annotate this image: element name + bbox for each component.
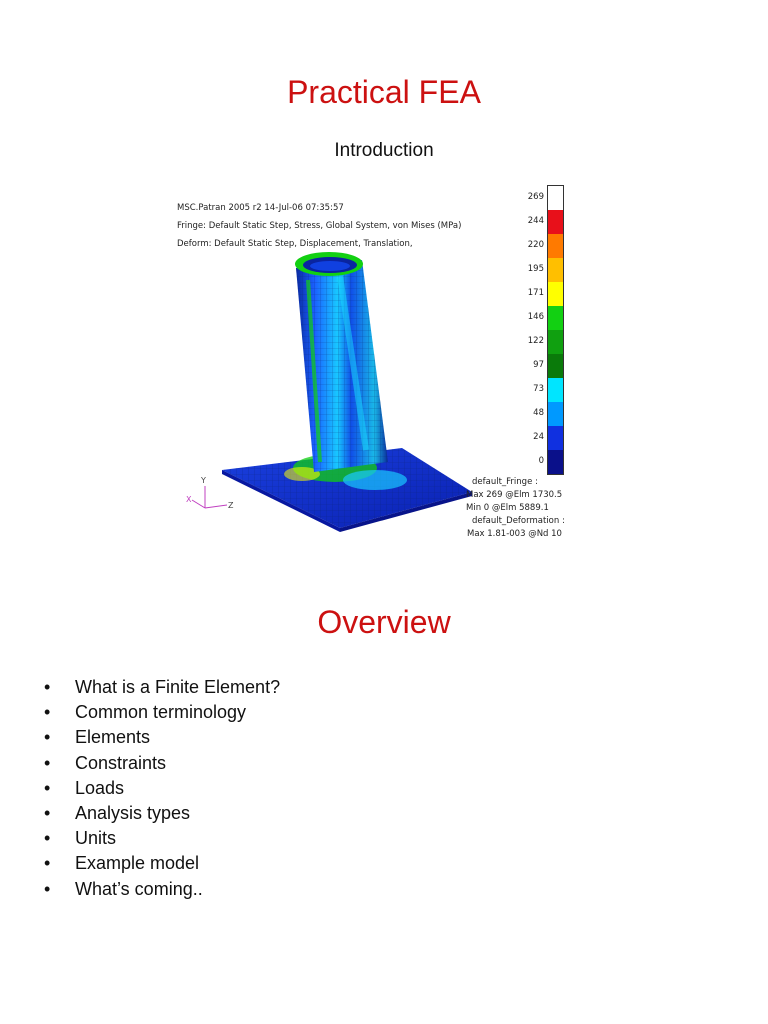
legend-color-cell — [548, 354, 563, 378]
section-heading: Overview — [317, 604, 451, 640]
fringe-legend — [547, 185, 564, 475]
legend-value-label: 73 — [533, 384, 544, 394]
legend-color-cell — [548, 450, 563, 474]
list-item: • Loads — [44, 776, 280, 801]
list-item: • What’s coming.. — [44, 877, 280, 902]
axis-triad-icon — [192, 486, 227, 508]
legend-value-label: 195 — [527, 264, 544, 274]
legend-value-label: 24 — [533, 432, 544, 442]
plot-header-line: Deform: Default Static Step, Displacement, Translation, — [177, 239, 413, 249]
legend-value-label: 244 — [527, 216, 544, 226]
axis-label-x: X — [186, 495, 192, 504]
legend-value-label: 0 — [538, 456, 544, 466]
plot-footer-line: Max 269 @Elm 1730.5 — [466, 490, 563, 500]
legend-color-cell — [548, 234, 563, 258]
legend-color-cell — [548, 282, 563, 306]
list-item: • What is a Finite Element? — [44, 675, 280, 700]
legend-value-label: 269 — [527, 192, 544, 202]
page-subtitle: Introduction — [334, 140, 434, 161]
axis-label-z: Z — [228, 501, 234, 510]
plot-header-line: MSC.Patran 2005 r2 14-Jul-06 07:35:57 — [177, 203, 344, 213]
legend-value-label: 122 — [527, 336, 544, 346]
legend-value-label: 97 — [533, 360, 544, 370]
fea-stress-plot — [170, 180, 570, 545]
axis-label-y: Y — [201, 476, 206, 485]
legend-color-cell — [548, 210, 563, 234]
legend-color-cell — [548, 426, 563, 450]
list-item: • Units — [44, 826, 280, 851]
overview-bullet-list — [44, 675, 280, 902]
list-item: • Constraints — [44, 751, 280, 776]
legend-color-cell — [548, 306, 563, 330]
plot-footer-line: default_Deformation : — [472, 516, 565, 526]
plot-footer-line: Max 1.81-003 @Nd 10 — [467, 529, 562, 539]
legend-color-bar — [548, 186, 563, 474]
list-item: • Example model — [44, 851, 280, 876]
legend-value-label: 220 — [527, 240, 544, 250]
legend-color-cell — [548, 258, 563, 282]
plot-footer-line: default_Fringe : — [472, 477, 538, 487]
plot-header-line: Fringe: Default Static Step, Stress, Global System, von Mises (MPa) — [177, 221, 462, 231]
legend-color-cell — [548, 330, 563, 354]
list-item: • Common terminology — [44, 700, 280, 725]
legend-color-cell — [548, 402, 563, 426]
legend-value-label: 146 — [527, 312, 544, 322]
list-item: • Analysis types — [44, 801, 280, 826]
plot-footer-line: Min 0 @Elm 5889.1 — [466, 503, 549, 513]
legend-value-label: 171 — [527, 288, 544, 298]
list-item: • Elements — [44, 725, 280, 750]
legend-value-label: 48 — [533, 408, 544, 418]
page-title: Practical FEA — [287, 74, 481, 110]
legend-color-cell — [548, 186, 563, 210]
legend-color-cell — [548, 378, 563, 402]
